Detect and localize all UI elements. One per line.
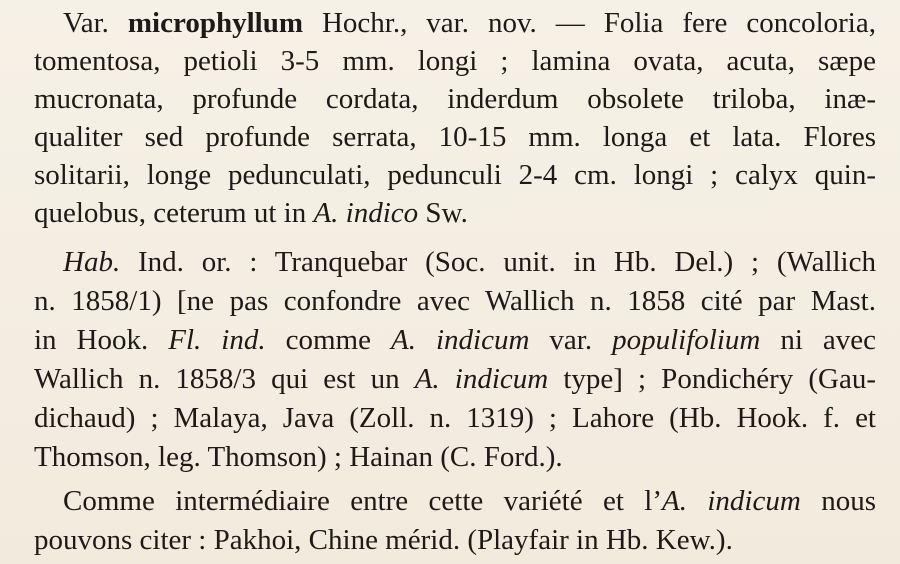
- p3-line-1-a: Comme intermédiaire entre cette variété et l’: [63, 485, 662, 517]
- p2-line-1: [63, 245, 876, 279]
- p2-line-5: dichaud) ; Malaya, Java (Zoll. n. 1319) ; Lahore (Hb. Hook. f. et: [34, 402, 876, 434]
- taxon-name: A. indicum: [390, 324, 530, 356]
- p2-line-3: [34, 323, 876, 357]
- p3-line-1-b: nous: [800, 485, 876, 517]
- habitat-label: Hab.: [63, 246, 121, 278]
- p1-line-4: qualiter sed profunde serrata, 10-15 mm. longa et lata. Flores: [34, 121, 876, 153]
- p1-line-6: [34, 196, 468, 230]
- p2-line-1-rest: Ind. or. : Tranquebar (Soc. unit. in Hb. Del.) ; (Wallich: [120, 246, 876, 278]
- p1-line-6-suffix: Sw.: [418, 197, 468, 229]
- p1-line-6-prefix: quelobus, ceterum ut in: [34, 197, 314, 229]
- p2-line-6: Thomson, leg. Thomson) ; Hainan (C. Ford.).: [34, 441, 563, 473]
- p1-line-5: solitarii, longe pedunculati, pedunculi 2-4 cm. longi ; calyx quin-: [34, 159, 876, 191]
- p1-line-1: [63, 6, 876, 40]
- taxon-name: A. indico: [313, 197, 419, 229]
- p1-line-2: tomentosa, petioli 3-5 mm. longi ; lamina ovata, acuta, sæpe: [34, 45, 876, 77]
- p3-line-2: pouvons citer : Pakhoi, Chine mérid. (Playfair in Hb. Kew.).: [34, 524, 733, 556]
- p2-line-2: n. 1858/1) [ne pas confondre avec Wallich n. 1858 cité par Mast.: [34, 285, 876, 317]
- p1-line-3: mucronata, profunde cordata, inderdum obsolete triloba, inæ-: [34, 83, 876, 115]
- variety-italic: populifolium: [612, 324, 761, 356]
- p2-line-3-d: ni avec: [760, 324, 877, 356]
- p2-line-3-c: var.: [529, 324, 613, 356]
- p2-line-3-b: comme: [265, 324, 391, 356]
- p2-line-4: [34, 362, 876, 396]
- p2-line-3-a: in Hook.: [34, 324, 169, 356]
- flora-title: Fl. ind.: [168, 324, 266, 356]
- p2-line-4-b: type] ; Pondichéry (Gau-: [548, 363, 877, 395]
- taxon-name: A. indicum: [414, 363, 549, 395]
- taxon-name: A. indicum: [662, 485, 801, 517]
- var-prefix: Var.: [63, 7, 128, 39]
- p2-line-4-a: Wallich n. 1858/3 qui est un: [34, 363, 415, 395]
- variety-name: microphyllum: [127, 7, 303, 39]
- p3-line-1: [63, 484, 876, 518]
- p1-line-1-rest: Hochr., var. nov. — Folia fere concoloria,: [302, 7, 876, 39]
